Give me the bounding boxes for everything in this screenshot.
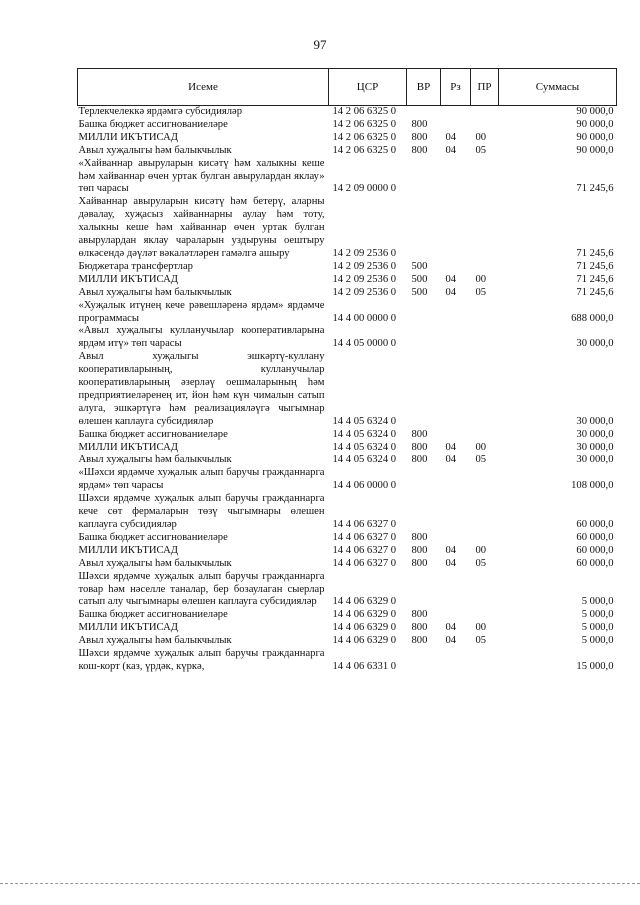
column-header-name: Исеме xyxy=(78,69,329,106)
cell-name: Шәхси ярдәмче хуҗалык алып баручы гражданнарга кече сөт фермаларын төзү чыгымнары өлешен каплауга субсидияләр xyxy=(78,493,325,530)
table-row xyxy=(78,145,617,158)
table-row xyxy=(78,571,617,610)
cell-name: «Шәхси ярдәмче хуҗалык алып баручы гражданнарга ярдәм» төп чарасы xyxy=(78,467,325,492)
cell-pr: 00 xyxy=(475,273,487,285)
cell-vr: 800 xyxy=(411,622,428,634)
column-header-csr: ЦСР xyxy=(329,69,407,106)
cell-vr: 800 xyxy=(411,544,428,556)
cell-name: МИЛЛИ ИКЪТИСАД xyxy=(78,131,178,143)
cell-rz: 04 xyxy=(445,441,457,453)
cell-csr: 14 2 06 6325 0 xyxy=(332,144,397,156)
table-row xyxy=(78,622,617,635)
cell-rz xyxy=(441,493,471,532)
cell-name: Шәхси ярдәмче хуҗалык алып баручы гражданнарга кош-корт (каз, үрдәк, күркә, xyxy=(78,648,325,672)
table-row xyxy=(78,196,617,261)
cell-sum: 30 000,0 xyxy=(576,338,614,350)
column-header-vr: ВР xyxy=(407,69,441,106)
cell-rz: 04 xyxy=(445,544,457,556)
cell-rz: 04 xyxy=(445,273,457,285)
table-row xyxy=(78,609,617,622)
cell-pr xyxy=(471,158,499,197)
cell-rz xyxy=(441,119,471,132)
cell-sum: 30 000,0 xyxy=(576,441,614,453)
cell-name: Терлекчелеккә ярдәмгә субсидияләр xyxy=(78,106,243,117)
cell-csr: 14 4 05 6324 0 xyxy=(332,415,397,427)
cell-vr xyxy=(407,648,441,674)
page-number: 97 xyxy=(313,37,327,52)
cell-csr: 14 4 06 6327 0 xyxy=(332,531,397,543)
cell-name: «Авыл хуҗалыгы кулланучылар кооперативларына ярдәм итү» төп чарасы xyxy=(78,325,325,350)
cell-sum: 15 000,0 xyxy=(576,660,614,672)
cell-csr: 14 2 06 6325 0 xyxy=(332,106,397,117)
table-row xyxy=(78,158,617,197)
cell-vr xyxy=(407,571,441,610)
cell-rz: 04 xyxy=(445,131,457,143)
cell-vr xyxy=(407,158,441,197)
cell-pr xyxy=(471,648,499,674)
cell-rz: 04 xyxy=(445,622,457,634)
cell-sum: 71 245,6 xyxy=(576,247,614,259)
cell-sum: 71 245,6 xyxy=(576,183,614,195)
cell-rz xyxy=(441,609,471,622)
cell-pr: 00 xyxy=(475,622,487,634)
cell-sum: 108 000,0 xyxy=(571,480,614,492)
cell-pr xyxy=(471,300,499,326)
cell-vr: 500 xyxy=(411,260,428,272)
cell-name: Авыл хуҗалыгы һәм балыкчылык xyxy=(78,635,232,647)
cell-vr: 800 xyxy=(411,144,428,156)
table-row xyxy=(78,467,617,493)
cell-name: Башка бюджет ассигнованиеләре xyxy=(78,531,228,543)
table-row xyxy=(78,351,617,428)
table-body xyxy=(78,106,617,674)
cell-csr: 14 2 09 2536 0 xyxy=(332,273,397,285)
cell-rz xyxy=(441,196,471,261)
cell-csr: 14 4 06 6327 0 xyxy=(332,544,397,556)
cell-csr: 14 2 06 6325 0 xyxy=(332,131,397,143)
table-row xyxy=(78,287,617,300)
cell-csr: 14 4 06 6329 0 xyxy=(332,635,397,647)
cell-pr: 05 xyxy=(475,635,487,647)
cell-sum: 60 000,0 xyxy=(576,557,614,569)
cell-name: МИЛЛИ ИКЪТИСАД xyxy=(78,441,178,453)
cell-vr: 800 xyxy=(411,454,428,466)
table-row xyxy=(78,106,617,119)
cell-pr: 05 xyxy=(475,557,487,569)
cell-pr xyxy=(471,351,499,428)
cell-vr: 800 xyxy=(411,531,428,543)
table-row xyxy=(78,493,617,532)
cell-pr xyxy=(471,609,499,622)
cell-rz xyxy=(441,467,471,493)
cell-name: Башка бюджет ассигнованиеләре xyxy=(78,428,228,440)
cell-vr: 500 xyxy=(411,273,428,285)
cell-vr: 800 xyxy=(411,428,428,440)
table-row xyxy=(78,274,617,287)
cell-vr xyxy=(407,467,441,493)
cell-csr: 14 4 05 6324 0 xyxy=(332,428,397,440)
column-header-pr: ПР xyxy=(471,69,499,106)
cell-vr xyxy=(407,325,441,351)
footer-divider xyxy=(0,883,640,884)
cell-sum: 688 000,0 xyxy=(571,312,614,324)
cell-vr xyxy=(407,196,441,261)
cell-name: Бюджетара трансфертлар xyxy=(78,260,193,272)
cell-pr: 00 xyxy=(475,544,487,556)
cell-vr: 800 xyxy=(411,609,428,621)
cell-sum: 71 245,6 xyxy=(576,260,614,272)
cell-csr: 14 4 06 6329 0 xyxy=(332,596,397,608)
cell-sum: 60 000,0 xyxy=(576,544,614,556)
cell-csr: 14 2 06 6325 0 xyxy=(332,118,397,130)
cell-rz xyxy=(441,261,471,274)
cell-vr xyxy=(407,300,441,326)
table-row xyxy=(78,429,617,442)
budget-table xyxy=(77,68,617,674)
cell-vr: 800 xyxy=(411,118,428,130)
cell-sum: 60 000,0 xyxy=(576,519,614,530)
table-row xyxy=(78,325,617,351)
cell-rz: 04 xyxy=(445,454,457,466)
cell-csr: 14 4 06 0000 0 xyxy=(332,480,397,492)
table-row xyxy=(78,300,617,326)
table-row xyxy=(78,261,617,274)
cell-name: «Хуҗалык итүнең кече рәвешләренә ярдәм» ярдәмче программасы xyxy=(78,299,325,324)
cell-pr: 00 xyxy=(475,131,487,143)
cell-vr: 800 xyxy=(411,635,428,647)
cell-name: Хайваннар авыруларын кисәтү һәм бетерү, аларны дәвалау, хуҗасыз хайваннарны аулау һәм тоту, халыкны кеше һәм хайваннар өчен уртак булган авырулардан яклау чараларын уздыруны оештыру өлкәсендә дәүләт вәкаләтләрен гамәлгә ашыру xyxy=(78,196,325,259)
cell-sum: 71 245,6 xyxy=(576,273,614,285)
cell-csr: 14 2 09 2536 0 xyxy=(332,260,397,272)
cell-rz xyxy=(441,325,471,351)
cell-pr xyxy=(471,532,499,545)
cell-pr: 05 xyxy=(475,144,487,156)
cell-csr: 14 4 06 6329 0 xyxy=(332,609,397,621)
cell-name: Авыл хуҗалыгы һәм балыкчылык xyxy=(78,286,232,298)
cell-name: Шәхси ярдәмче хуҗалык алып баручы гражданнарга товар һәм нәселле таналар, бер бозаулаган сыерлар сатып алу чыгымнары өлешен каплауга субсидияләр xyxy=(78,570,325,608)
cell-rz: 04 xyxy=(445,557,457,569)
column-header-sum: Суммасы xyxy=(499,69,617,106)
cell-rz xyxy=(441,300,471,326)
cell-sum: 90 000,0 xyxy=(576,106,614,117)
cell-name: МИЛЛИ ИКЪТИСАД xyxy=(78,622,178,634)
cell-name: Башка бюджет ассигнованиеләре xyxy=(78,118,228,130)
cell-sum: 5 000,0 xyxy=(581,622,614,634)
cell-csr: 14 4 05 6324 0 xyxy=(332,454,397,466)
cell-pr: 05 xyxy=(475,454,487,466)
cell-name: МИЛЛИ ИКЪТИСАД xyxy=(78,273,178,285)
cell-pr xyxy=(471,119,499,132)
cell-vr: 800 xyxy=(411,441,428,453)
cell-rz: 04 xyxy=(445,286,457,298)
cell-vr: 500 xyxy=(411,286,428,298)
cell-name: Башка бюджет ассигнованиеләре xyxy=(78,609,228,621)
cell-sum: 71 245,6 xyxy=(576,286,614,298)
cell-sum: 5 000,0 xyxy=(581,635,614,647)
cell-name: Авыл хуҗалыгы һәм балыкчылык xyxy=(78,144,232,156)
cell-vr: 800 xyxy=(411,131,428,143)
cell-vr xyxy=(407,351,441,428)
cell-vr: 800 xyxy=(411,557,428,569)
cell-sum: 30 000,0 xyxy=(576,415,614,427)
cell-name: Авыл хуҗалыгы эшкәртү-куллану кооперативларының, кулланучылар кооперативларының әзерләү оешмаларының һәм предприятиеләренең ит, йон һәм күн чималын сатып алуга, эшкәртүгә һәм реализацияләүгә чыгымнар өлешен каплауга субсидияләр xyxy=(78,351,325,427)
cell-csr: 14 4 06 6327 0 xyxy=(332,519,397,530)
cell-csr: 14 4 00 0000 0 xyxy=(332,312,397,324)
cell-sum: 90 000,0 xyxy=(576,144,614,156)
cell-sum: 90 000,0 xyxy=(576,118,614,130)
cell-csr: 14 2 09 2536 0 xyxy=(332,247,397,259)
cell-name: Авыл хуҗалыгы һәм балыкчылык xyxy=(78,557,232,569)
table-row xyxy=(78,635,617,648)
cell-pr xyxy=(471,106,499,119)
table-row xyxy=(78,558,617,571)
cell-sum: 5 000,0 xyxy=(581,609,614,621)
cell-sum: 30 000,0 xyxy=(576,428,614,440)
cell-csr: 14 2 09 0000 0 xyxy=(332,183,397,195)
table-row xyxy=(78,648,617,674)
cell-rz xyxy=(441,532,471,545)
cell-sum: 90 000,0 xyxy=(576,131,614,143)
cell-pr xyxy=(471,571,499,610)
cell-rz: 04 xyxy=(445,635,457,647)
table-row xyxy=(78,545,617,558)
cell-pr xyxy=(471,429,499,442)
cell-csr: 14 4 06 6327 0 xyxy=(332,557,397,569)
table-row xyxy=(78,454,617,467)
cell-pr xyxy=(471,467,499,493)
cell-pr: 00 xyxy=(475,441,487,453)
cell-csr: 14 4 05 6324 0 xyxy=(332,441,397,453)
table-row xyxy=(78,532,617,545)
cell-csr: 14 4 05 0000 0 xyxy=(332,338,397,350)
cell-vr xyxy=(407,106,441,119)
cell-sum: 60 000,0 xyxy=(576,531,614,543)
cell-rz xyxy=(441,571,471,610)
cell-vr xyxy=(407,493,441,532)
cell-rz xyxy=(441,158,471,197)
cell-pr xyxy=(471,325,499,351)
table-row xyxy=(78,119,617,132)
cell-sum: 30 000,0 xyxy=(576,454,614,466)
table-row xyxy=(78,132,617,145)
cell-csr: 14 2 09 2536 0 xyxy=(332,286,397,298)
table-header xyxy=(78,69,617,106)
column-header-rz: Рз xyxy=(441,69,471,106)
cell-name: «Хайваннар авыруларын кисәтү һәм халыкны кеше һәм хайваннар өчен уртак булган авырулардан яклау» төп чарасы xyxy=(78,157,325,195)
cell-sum: 5 000,0 xyxy=(581,596,614,608)
cell-pr: 05 xyxy=(475,286,487,298)
table-row xyxy=(78,442,617,455)
cell-rz: 04 xyxy=(445,144,457,156)
cell-rz xyxy=(441,429,471,442)
cell-pr xyxy=(471,261,499,274)
cell-name: МИЛЛИ ИКЪТИСАД xyxy=(78,544,178,556)
cell-rz xyxy=(441,648,471,674)
cell-rz xyxy=(441,351,471,428)
cell-csr: 14 4 06 6331 0 xyxy=(332,660,397,672)
cell-csr: 14 4 06 6329 0 xyxy=(332,622,397,634)
cell-name: Авыл хуҗалыгы һәм балыкчылык xyxy=(78,454,232,466)
cell-pr xyxy=(471,196,499,261)
cell-pr xyxy=(471,493,499,532)
cell-rz xyxy=(441,106,471,119)
